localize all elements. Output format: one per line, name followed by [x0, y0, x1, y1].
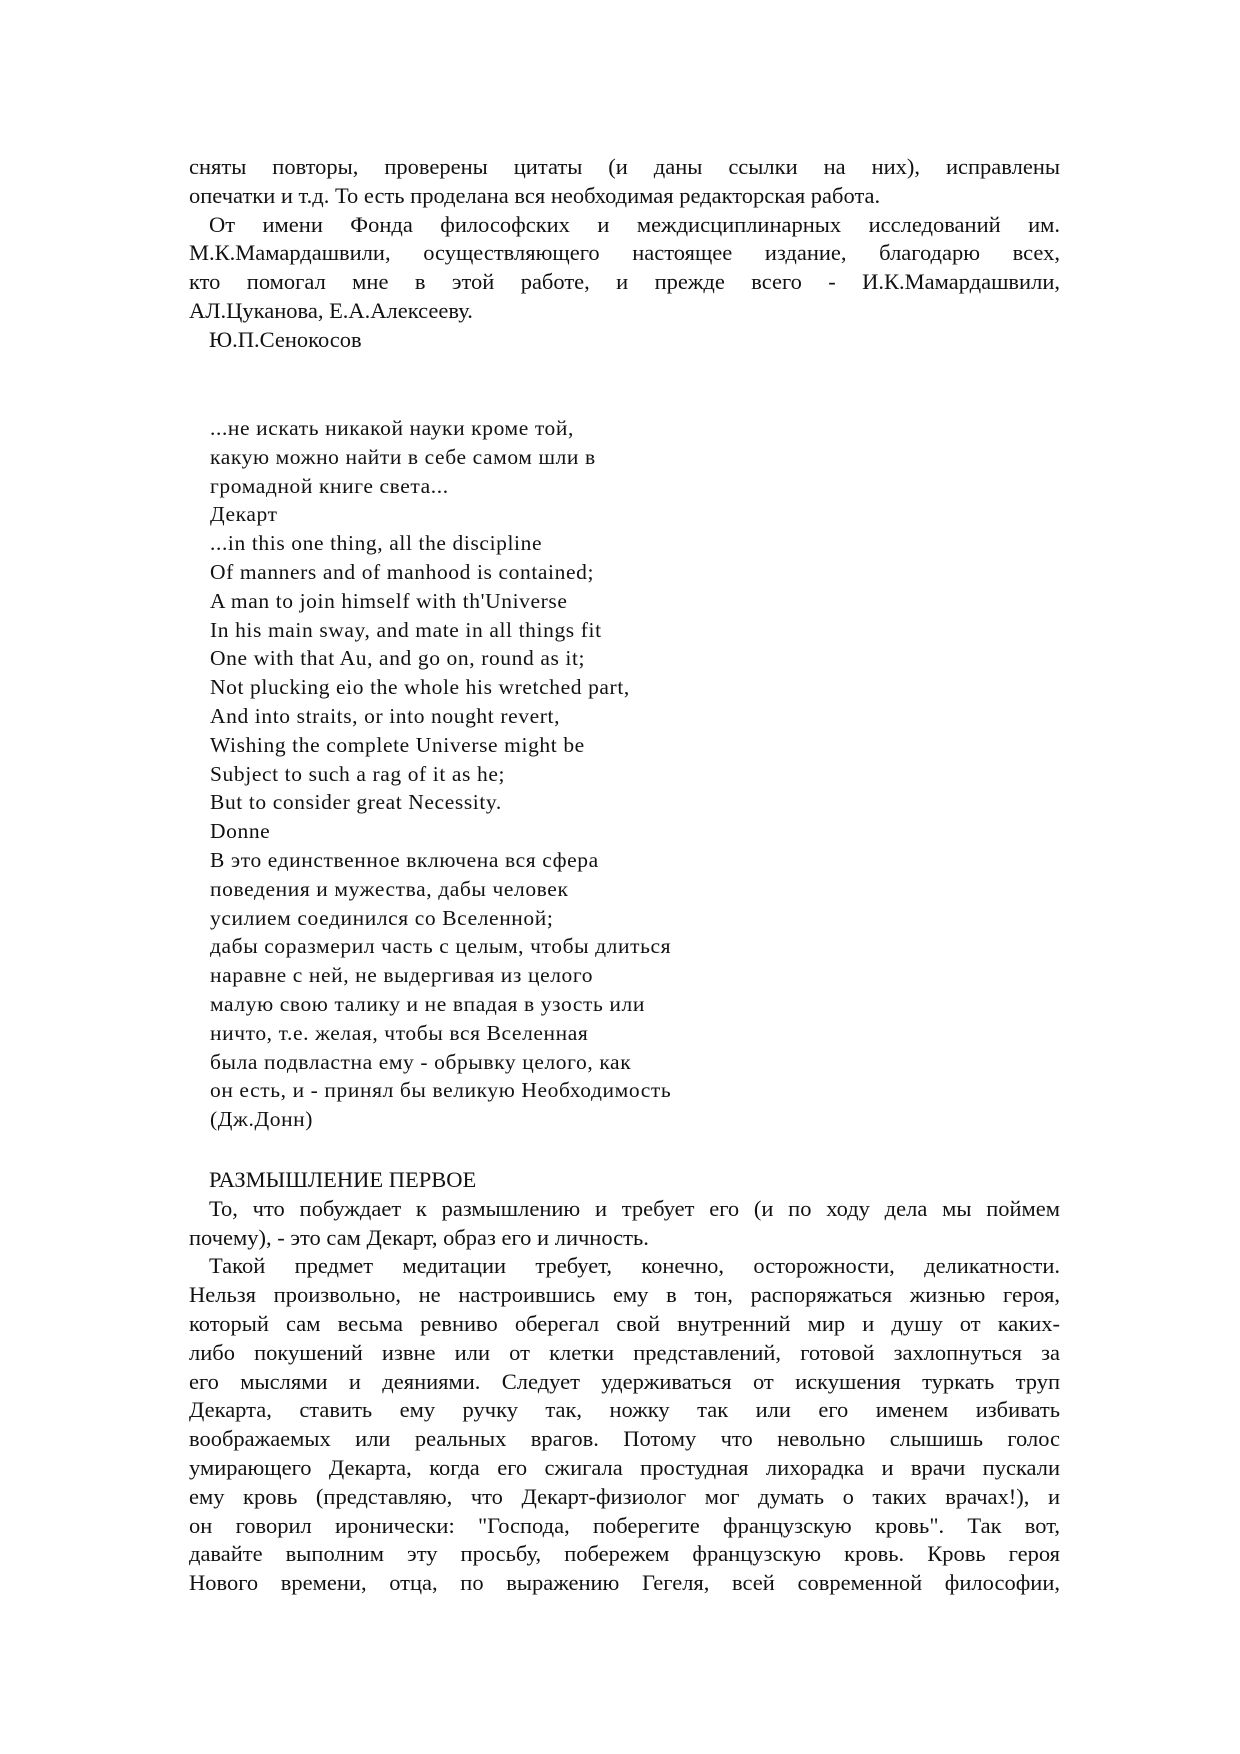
epigraph-line: In his main sway, and mate in all things fit [210, 617, 602, 642]
text-line: воображаемых или реальных врагов. Потому что невольно слышишь голос [189, 1426, 1060, 1452]
epigraph-line: была подвластна ему - обрывку целого, как [210, 1049, 632, 1074]
epigraph-line: Wishing the complete Universe might be [210, 732, 585, 757]
epigraph-line: Of manners and of manhood is contained; [210, 559, 595, 584]
epigraph-line: A man to join himself with th'Universe [210, 588, 568, 613]
text-line: Такой предмет медитации требует, конечно, осторожности, деликатности. [209, 1253, 1060, 1279]
epigraph-line: (Дж.Донн) [210, 1107, 314, 1132]
text-line: сняты повторы, проверены цитаты (и даны ссылки на них), исправлены [189, 154, 1060, 179]
preface [189, 153, 1060, 355]
text-line: опечатки и т.д. То есть проделана вся необходимая редакторская работа. [189, 182, 881, 208]
epigraph-line: наравне с ней, не выдергивая из целого [210, 963, 594, 988]
epigraph-line: малую свою талику и не впадая в узость или [210, 991, 645, 1016]
text-line: ему кровь (представляю, что Декарт-физиолог мог думать о таких врачах!), и [189, 1483, 1060, 1509]
signature: Ю.П.Сенокосов [209, 326, 362, 352]
text-line: АЛ.Цуканова, Е.А.Алексееву. [189, 297, 473, 323]
text-line: То, что побуждает к размышлению и требует его (и по ходу дела мы поймем [209, 1195, 1060, 1221]
chapter-heading: РАЗМЫШЛЕНИЕ ПЕРВОЕ [209, 1167, 477, 1192]
chapter [189, 1166, 1060, 1598]
text-line: его мыслями и деяниями. Следует удерживаться от искушения туркать труп [189, 1368, 1060, 1394]
text-line: умирающего Декарта, когда его сжигала простудная лихорадка и врачи пускали [189, 1454, 1060, 1480]
epigraph-line: он есть, и - принял бы великую Необходимость [210, 1078, 672, 1103]
text-line: почему), - это сам Декарт, образ его и личность. [189, 1224, 649, 1250]
epigraph-line: Декарт [210, 502, 278, 527]
epigraph-line: Not plucking eio the whole his wretched part, [210, 675, 630, 700]
text-line: Нельзя произвольно, не настроившись ему в тон, распоряжаться жизнью героя, [189, 1282, 1060, 1308]
text-line: М.К.Мамардашвили, осуществляющего настоящее издание, благодарю всех, [189, 240, 1060, 266]
text-line: Нового времени, отца, по выражению Гегеля, всей современной философии, [189, 1570, 1060, 1596]
epigraph-line: And into straits, or into nought revert, [210, 703, 561, 728]
epigraph [210, 414, 671, 1134]
text-line: кто помогал мне в этой работе, и прежде всего - И.К.Мамардашвили, [189, 269, 1060, 295]
text-line: давайте выполним эту просьбу, побережем французскую кровь. Кровь героя [189, 1541, 1060, 1567]
epigraph-line: какую можно найти в себе самом шли в [210, 444, 596, 469]
epigraph-line: ...in this one thing, all the discipline [210, 531, 543, 556]
text-line: который сам весьма ревниво оберегал свой внутренний мир и душу от каких- [189, 1310, 1060, 1336]
epigraph-line: дабы соразмерил часть с целым, чтобы длиться [210, 934, 672, 959]
epigraph-line: поведения и мужества, дабы человек [210, 876, 569, 901]
epigraph-line: One with that Au, and go on, round as it; [210, 646, 586, 671]
epigraph-line: громадной книге света... [210, 473, 449, 498]
epigraph-line: Subject to such a rag of it as he; [210, 761, 506, 786]
epigraph-line: ...не искать никакой науки кроме той, [210, 416, 574, 440]
text-line: он говорил иронически: "Господа, поберегите французскую кровь". Так вот, [189, 1512, 1060, 1538]
epigraph-line: ничто, т.е. желая, чтобы вся Вселенная [210, 1020, 589, 1045]
text-line: Декарта, ставить ему ручку так, ножку так или его именем избивать [189, 1397, 1060, 1423]
text-line: либо покушений извне или от клетки представлений, готовой захлопнуться за [189, 1339, 1060, 1365]
epigraph-line: В это единственное включена вся сфера [210, 847, 599, 872]
epigraph-line: But to consider great Necessity. [210, 790, 502, 815]
text-line: От имени Фонда философских и междисциплинарных исследований им. [209, 211, 1060, 237]
epigraph-line: Donne [210, 819, 271, 844]
epigraph-line: усилием соединился со Вселенной; [210, 905, 554, 930]
